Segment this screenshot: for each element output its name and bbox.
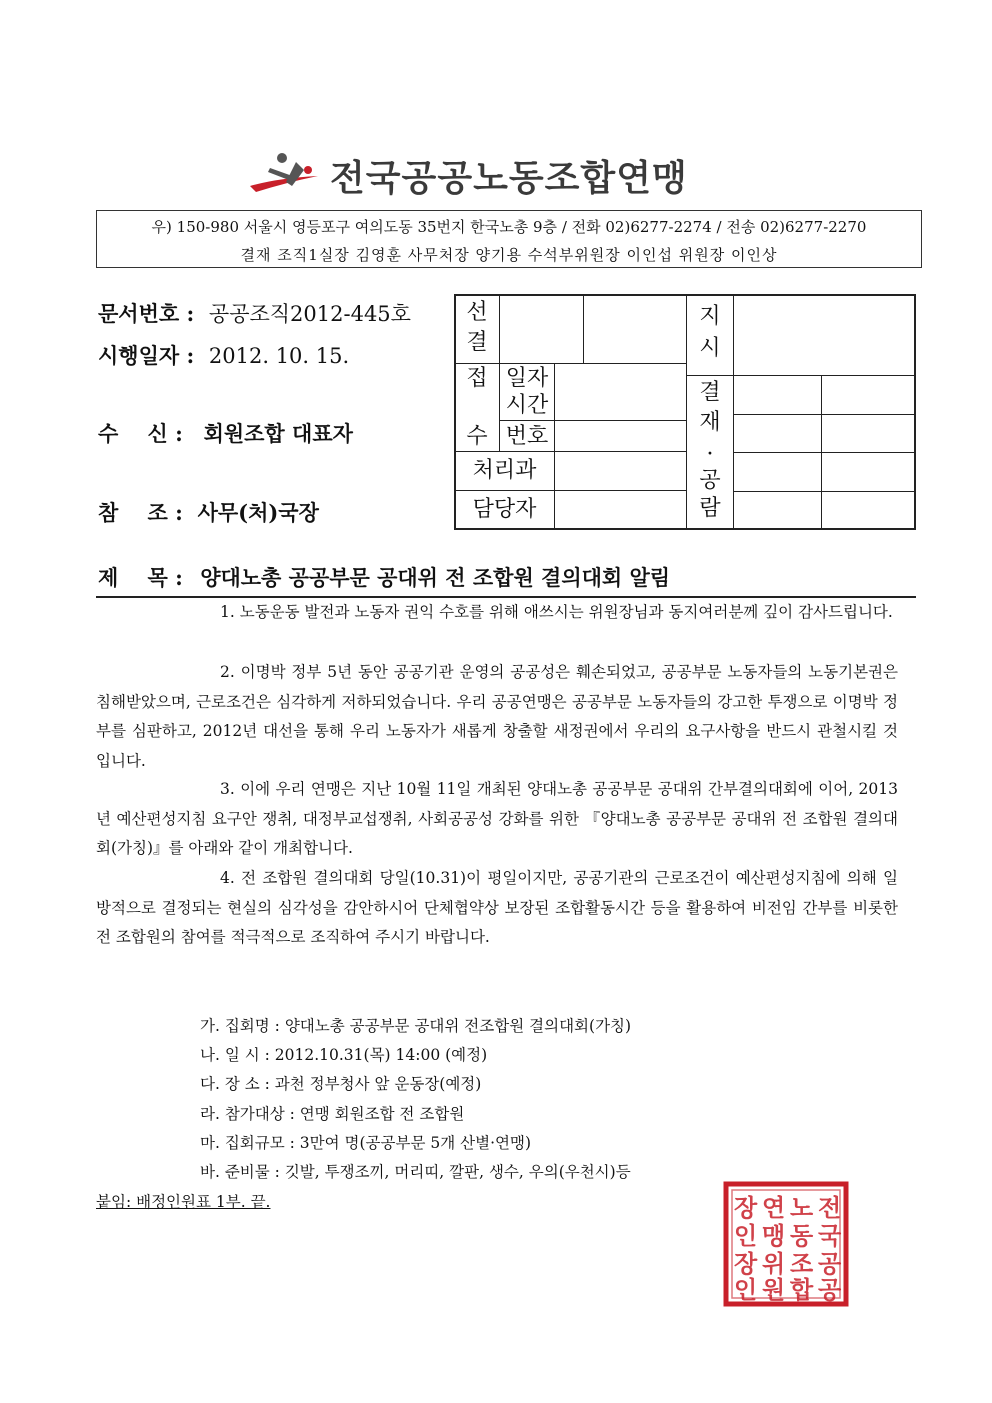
doc-number: 공공조직2012-445호 [208, 302, 411, 326]
grid-ji: 지 [699, 304, 721, 329]
doc-number-label: 문서번호 : [98, 301, 195, 326]
subject-row [98, 562, 670, 592]
item-ga: 가. 집회명 : 양대노총 공공부문 공대위 전조합원 결의대회(가칭) [200, 1017, 632, 1035]
org-emblem-icon [248, 148, 328, 200]
approval-signers-line: 결재 조직1실장 김영훈 사무처장 양기용 수석부위원장 이인섭 위원장 이인상 [240, 246, 778, 264]
svg-text:장: 장 [734, 1193, 758, 1222]
item-ma: 마. 집회규모 : 3만여 명(공공부문 5개 산별·연맹) [200, 1134, 531, 1152]
grid-damdangja: 담당자 [472, 497, 537, 522]
svg-text:조: 조 [790, 1249, 814, 1278]
paragraph-2 [96, 658, 898, 776]
svg-text:국: 국 [818, 1221, 842, 1250]
reference-label: 참 조 : [98, 500, 183, 525]
recipient: 회원조합 대표자 [203, 421, 353, 446]
grid-sun: 선 [466, 300, 488, 325]
item-ra: 라. 참가대상 : 연맹 회원조합 전 조합원 [200, 1105, 465, 1123]
paragraph-3-text: 3. 이에 우리 연맹은 지난 10월 11일 개최된 양대노총 공공부문 공대위 간부결의대회에 이어, 2013년 예산편성지침 요구안 쟁취, 대정부교섭쟁취, 사회공공성 강화를 위한 『양대노총 공공부문 공대위 전 조합원 결의대회(가칭)』를 아래와 같이 개최합니다. [96, 780, 898, 857]
svg-text:장: 장 [734, 1249, 758, 1278]
grid-cheorigwa: 처리과 [472, 458, 537, 483]
svg-text:공: 공 [818, 1249, 842, 1278]
paragraph-1-text: 1. 노동운동 발전과 노동자 권익 수호를 위해 애쓰시는 위원장님과 동지여러분께 깊이 감사드립니다. [220, 603, 893, 621]
reference-row [98, 497, 319, 527]
grid-su: 수 [466, 424, 488, 449]
svg-text:노: 노 [790, 1193, 814, 1222]
reference: 사무(처)국장 [197, 500, 319, 525]
svg-text:맹: 맹 [762, 1221, 786, 1250]
subject-label: 제 목 : [98, 565, 183, 590]
grid-gyeoljae-5: 람 [699, 496, 721, 521]
svg-text:공: 공 [818, 1275, 842, 1304]
grid-gyeoljae-2: 재 [699, 410, 721, 435]
grid-sigan: 시간 [505, 393, 549, 418]
grid-gyeoljae-4: 공 [699, 468, 721, 493]
svg-text:연: 연 [762, 1193, 786, 1222]
grid-si: 시 [699, 336, 721, 361]
paragraph-1 [96, 598, 898, 628]
svg-text:동: 동 [790, 1221, 814, 1250]
date-label: 시행일자 : [98, 343, 195, 368]
approval-grid [454, 294, 916, 530]
subject-text: 양대노총 공공부문 공대위 전 조합원 결의대회 알림 [200, 565, 671, 590]
svg-text:전: 전 [818, 1193, 842, 1222]
attachment-note: 붙임: 배정인원표 1부. 끝. [96, 1193, 271, 1211]
item-na: 나. 일 시 : 2012.10.31(목) 14:00 (예정) [200, 1046, 488, 1064]
svg-text:인: 인 [734, 1221, 758, 1250]
paragraph-4-text: 4. 전 조합원 결의대회 당일(10.31)이 평일이지만, 공공기관의 근로조건이 예산편성지침에 의해 일방적으로 결정되는 현실의 심각성을 감안하시어 단체협약상 보장된 조합활동시간 등을 활용하여 비전임 간부를 비롯한 전 조합원의 참여를 적극적으로 조직하여 주시기 바랍니다. [96, 869, 898, 946]
grid-gyeol: 결 [466, 330, 488, 355]
grid-gyeoljae-3: · [706, 442, 714, 467]
recipient-row [98, 418, 353, 448]
paragraph-2-text: 2. 이명박 정부 5년 동안 공공기관 운영의 공공성은 훼손되었고, 공공부문 노동자들의 노동기본권은 침해받았으며, 근로조건은 심각하게 저하되었습니다. 우리 공공연맹은 공공부문 노동자들의 강고한 투쟁으로 이명박 정부를 심판하고, 2012년 대선을 통해 우리 노동자가 새롭게 창출할 새정권에서 우리의 요구사항을 반드시 관철시킬 것입니다. [96, 663, 898, 770]
date-row [98, 340, 349, 370]
doc-number-row [98, 298, 411, 328]
item-ba: 바. 준비물 : 깃발, 투쟁조끼, 머리띠, 깔판, 생수, 우의(우천시)등 [200, 1163, 631, 1181]
seal-stamp-icon [722, 1180, 850, 1308]
grid-gyeoljae-1: 결 [699, 380, 721, 405]
recipient-label: 수 신 : [98, 421, 183, 446]
item-da: 다. 장 소 : 과천 정부청사 앞 운동장(예정) [200, 1075, 482, 1093]
official-seal [722, 1180, 850, 1308]
grid-ilja: 일자 [505, 366, 549, 391]
svg-text:합: 합 [790, 1275, 814, 1304]
svg-text:인: 인 [734, 1275, 758, 1304]
org-name: 전국공공노동조합연맹 [330, 158, 688, 199]
grid-beonho: 번호 [505, 424, 549, 449]
svg-text:원: 원 [762, 1275, 786, 1304]
issue-date: 2012. 10. 15. [208, 344, 350, 368]
grid-jeop: 접 [466, 366, 488, 391]
paragraph-4 [96, 864, 898, 953]
address-line: 우) 150-980 서울시 영등포구 여의도동 35번지 한국노총 9층 / 전화 02)6277-2274 / 전송 02)6277-2270 [151, 218, 867, 236]
address-box [96, 210, 922, 268]
paragraph-3 [96, 775, 898, 864]
org-logo [248, 148, 748, 200]
svg-text:위: 위 [762, 1249, 786, 1278]
